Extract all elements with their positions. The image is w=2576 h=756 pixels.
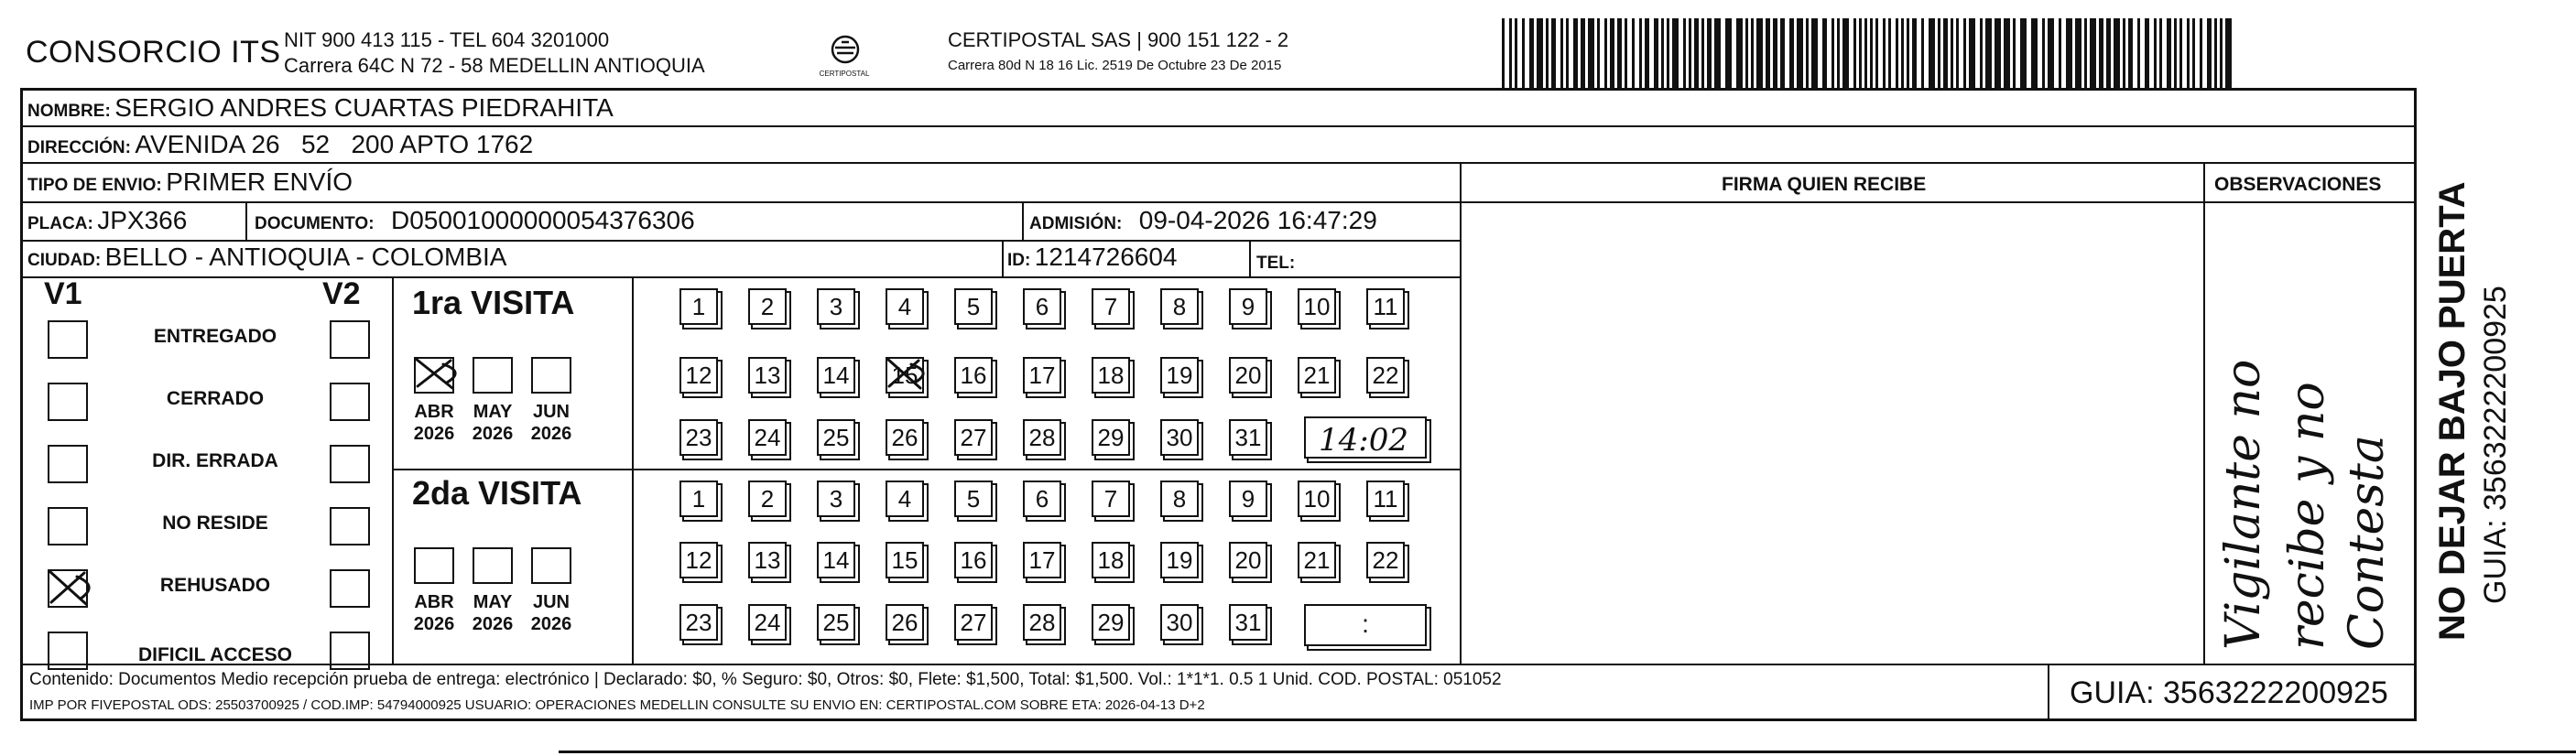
- direccion-value: AVENIDA 26 52 200 APTO 1762: [135, 130, 534, 158]
- day-box[interactable]: 2: [748, 481, 787, 517]
- day-box[interactable]: 19: [1160, 542, 1199, 578]
- observacion-line: Contesta: [2340, 435, 2395, 650]
- footer-contenido: Contenido: Documentos Medio recepción prueba de entrega: electrónico | Declarado: $0, % Seguro: $0, Otros: $0, Flete: $1,500, Total: $1,500. Vol.: 1*1*1. 0.5 1 Unid. COD. POSTAL: 051052: [29, 670, 1502, 689]
- day-box[interactable]: 24: [748, 419, 787, 456]
- day-box[interactable]: 18: [1092, 542, 1130, 578]
- day-box[interactable]: 17: [1023, 357, 1061, 394]
- placa-row: [27, 206, 187, 235]
- day-box[interactable]: 31: [1229, 604, 1267, 641]
- month-checkbox[interactable]: [414, 547, 454, 584]
- day-box[interactable]: 7: [1092, 481, 1130, 517]
- day-box[interactable]: 13: [748, 357, 787, 394]
- day-box[interactable]: 4: [886, 288, 924, 325]
- observacion-line: Vigilante no: [2216, 359, 2271, 650]
- second-visit-title: 2da VISITA: [412, 474, 582, 512]
- v2-label: V2: [322, 276, 361, 311]
- first-visit-title: 1ra VISITA: [412, 284, 575, 321]
- logo-text: CERTIPOSTAL: [819, 70, 870, 78]
- day-box[interactable]: 22: [1366, 357, 1405, 394]
- id-label: ID:: [1007, 251, 1031, 270]
- tipo-envio-value: PRIMER ENVÍO: [166, 167, 353, 196]
- v2-checkbox[interactable]: [330, 632, 370, 670]
- day-box[interactable]: 28: [1023, 604, 1061, 641]
- v2-checkbox[interactable]: [330, 507, 370, 545]
- day-box[interactable]: 22: [1366, 542, 1405, 578]
- placa-label: PLACA:: [27, 214, 93, 233]
- admision-value: 09-04-2026 16:47:29: [1138, 206, 1377, 234]
- v1-checkbox[interactable]: [48, 507, 88, 545]
- ciudad-label: CIUDAD:: [27, 251, 102, 270]
- second-visit-time-box[interactable]: [1304, 604, 1427, 646]
- day-box[interactable]: 23: [679, 604, 718, 641]
- v1-label: V1: [44, 276, 82, 311]
- status-label: DIR. ERRADA: [152, 450, 278, 471]
- observacion-line: recibe y no: [2280, 382, 2335, 650]
- day-box[interactable]: 30: [1160, 419, 1199, 456]
- documento-value: D05001000000054376306: [391, 206, 695, 234]
- day-box[interactable]: 18: [1092, 357, 1130, 394]
- day-box[interactable]: 15: [886, 542, 924, 578]
- documento-row: [255, 206, 695, 235]
- v2-checkbox[interactable]: [330, 383, 370, 421]
- company-name: CONSORCIO ITS: [26, 35, 281, 70]
- day-box[interactable]: 9: [1229, 288, 1267, 325]
- day-box[interactable]: 10: [1298, 481, 1336, 517]
- second-visit-time: :: [1362, 610, 1369, 638]
- status-label: DIFICIL ACCESO: [137, 644, 292, 665]
- status-label: REHUSADO: [159, 575, 271, 596]
- day-box[interactable]: 3: [817, 481, 855, 517]
- day-box[interactable]: 26: [886, 604, 924, 641]
- day-box[interactable]: 31: [1229, 419, 1267, 456]
- placa-value: JPX366: [97, 206, 188, 234]
- month-checkbox[interactable]: [531, 547, 571, 584]
- v1-checkbox[interactable]: [48, 445, 88, 483]
- day-box[interactable]: 5: [954, 288, 993, 325]
- first-visit-time-box[interactable]: [1304, 416, 1427, 459]
- barcode-icon: [1502, 18, 2234, 88]
- id-value: 1214726604: [1034, 243, 1178, 271]
- day-box[interactable]: 30: [1160, 604, 1199, 641]
- day-box[interactable]: 29: [1092, 604, 1130, 641]
- footer-imp: IMP POR FIVEPOSTAL ODS: 25503700925 / COD.IMP: 54794000925 USUARIO: OPERACIONES MEDELLIN CONSULTE SU ENVIO EN: CERTIPOSTAL.COM SOBRE ETA: 2026-04-13 D+2: [29, 697, 1205, 713]
- guia-vertical: GUIA: 3563222200925: [2478, 286, 2513, 604]
- day-box[interactable]: 6: [1023, 288, 1061, 325]
- ciudad-row: [27, 243, 506, 272]
- day-box[interactable]: 11: [1366, 481, 1405, 517]
- ciudad-value: BELLO - ANTIOQUIA - COLOMBIA: [104, 243, 507, 271]
- check-mark-icon: [884, 355, 939, 397]
- tipo-envio-row: [27, 167, 353, 197]
- v2-checkbox[interactable]: [330, 320, 370, 359]
- day-box[interactable]: 14: [817, 357, 855, 394]
- day-box[interactable]: 9: [1229, 481, 1267, 517]
- nit-line: NIT 900 413 115 - TEL 604 3201000: [284, 28, 610, 51]
- v2-checkbox[interactable]: [330, 445, 370, 483]
- firma-header: FIRMA QUIEN RECIBE: [1722, 174, 1927, 195]
- day-box[interactable]: 3: [817, 288, 855, 325]
- tipo-envio-label: TIPO DE ENVIO:: [27, 176, 162, 195]
- day-box[interactable]: 16: [954, 357, 993, 394]
- day-box[interactable]: 29: [1092, 419, 1130, 456]
- observaciones-header: OBSERVACIONES: [2214, 174, 2382, 195]
- day-box[interactable]: 8: [1160, 288, 1199, 325]
- status-label: CERRADO: [166, 388, 265, 409]
- day-box[interactable]: 24: [748, 604, 787, 641]
- direccion-label: DIRECCIÓN:: [27, 138, 131, 157]
- day-box[interactable]: 1: [679, 481, 718, 517]
- day-box[interactable]: 13: [748, 542, 787, 578]
- day-box[interactable]: 12: [679, 357, 718, 394]
- day-box[interactable]: 20: [1229, 542, 1267, 578]
- check-mark-icon: [46, 567, 104, 613]
- month-label: ABR 2026: [413, 402, 455, 444]
- month-checkbox[interactable]: [531, 357, 571, 394]
- v1-checkbox[interactable]: [48, 383, 88, 421]
- day-box[interactable]: 12: [679, 542, 718, 578]
- day-box[interactable]: 26: [886, 419, 924, 456]
- day-box[interactable]: 20: [1229, 357, 1267, 394]
- day-box[interactable]: 8: [1160, 481, 1199, 517]
- day-box[interactable]: 10: [1298, 288, 1336, 325]
- month-label: ABR 2026: [413, 592, 455, 634]
- month-label: MAY 2026: [472, 402, 514, 444]
- day-box[interactable]: 11: [1366, 288, 1405, 325]
- tel-row: [1256, 245, 1295, 275]
- month-checkbox[interactable]: [473, 547, 513, 584]
- month-label: JUN 2026: [530, 402, 572, 444]
- v1-checkbox[interactable]: [48, 632, 88, 670]
- first-visit-time: 14:02: [1319, 422, 1408, 459]
- status-label: ENTREGADO: [153, 326, 277, 347]
- day-box[interactable]: 21: [1298, 357, 1336, 394]
- day-box[interactable]: 6: [1023, 481, 1061, 517]
- day-box[interactable]: 14: [817, 542, 855, 578]
- documento-label: DOCUMENTO:: [255, 214, 375, 233]
- direccion-row: [27, 130, 533, 159]
- day-box[interactable]: 2: [748, 288, 787, 325]
- nombre-value: SERGIO ANDRES CUARTAS PIEDRAHITA: [114, 93, 614, 122]
- form-frame: [20, 88, 2417, 721]
- day-box[interactable]: 28: [1023, 419, 1061, 456]
- day-box[interactable]: 5: [954, 481, 993, 517]
- day-box[interactable]: 4: [886, 481, 924, 517]
- admision-label: ADMISIÓN:: [1029, 214, 1123, 233]
- nombre-row: [27, 93, 614, 123]
- day-box[interactable]: 21: [1298, 542, 1336, 578]
- carrier-line: CERTIPOSTAL SAS | 900 151 122 - 2: [948, 28, 1289, 51]
- status-label: NO RESIDE: [162, 513, 268, 534]
- company-info: [284, 27, 705, 79]
- tel-label: TEL:: [1256, 254, 1296, 273]
- admision-row: [1029, 206, 1377, 235]
- check-mark-icon: [412, 355, 471, 397]
- day-box[interactable]: 27: [954, 604, 993, 641]
- nombre-label: NOMBRE:: [27, 102, 111, 121]
- day-box[interactable]: 7: [1092, 288, 1130, 325]
- month-label: JUN 2026: [530, 592, 572, 634]
- id-row: [1007, 243, 1178, 272]
- day-box[interactable]: 16: [954, 542, 993, 578]
- month-checkbox[interactable]: [473, 357, 513, 394]
- v1-checkbox[interactable]: [48, 320, 88, 359]
- day-box[interactable]: 25: [817, 419, 855, 456]
- v2-checkbox[interactable]: [330, 569, 370, 608]
- day-box[interactable]: 15: [886, 357, 924, 394]
- month-label: MAY 2026: [472, 592, 514, 634]
- address-line: Carrera 64C N 72 - 58 MEDELLIN ANTIOQUIA: [284, 54, 705, 77]
- day-box[interactable]: 19: [1160, 357, 1199, 394]
- day-box[interactable]: 23: [679, 419, 718, 456]
- day-box[interactable]: 25: [817, 604, 855, 641]
- day-box[interactable]: 17: [1023, 542, 1061, 578]
- day-box[interactable]: 27: [954, 419, 993, 456]
- day-box[interactable]: 1: [679, 288, 718, 325]
- footer-guia: GUIA: 3563222200925: [2070, 675, 2388, 710]
- carrier-info: [948, 27, 1288, 79]
- no-dejar-bajo-puerta: NO DEJAR BAJO PUERTA: [2432, 181, 2473, 641]
- carrier-address: Carrera 80d N 18 16 Lic. 2519 De Octubre 23 De 2015: [948, 58, 1282, 73]
